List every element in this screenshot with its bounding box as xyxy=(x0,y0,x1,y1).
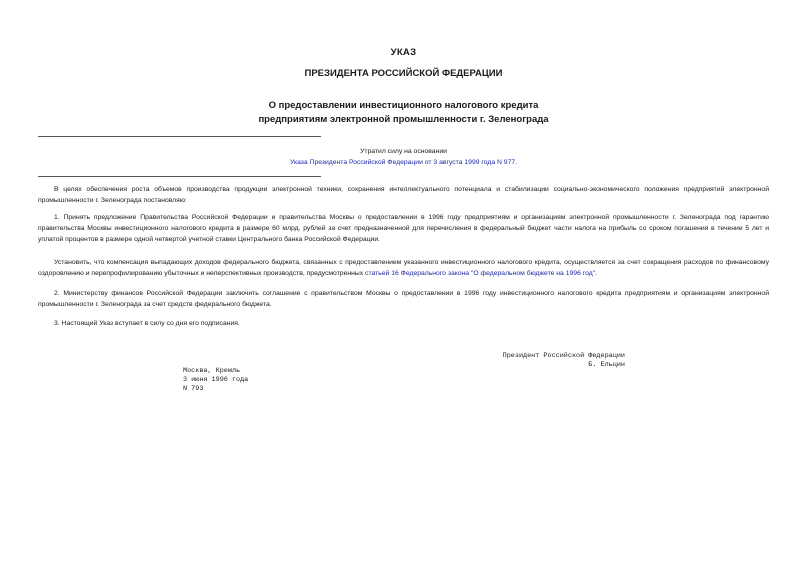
status-note-label: Утратил силу на основании xyxy=(360,148,447,155)
paragraph-compensation-end: . xyxy=(595,269,597,277)
paragraph-item-3: 3. Настоящий Указ вступает в силу со дня его подписания. xyxy=(54,320,240,327)
heading-line-1: О предоставлении инвестиционного налогового кредита xyxy=(268,100,539,111)
divider-top xyxy=(38,136,321,137)
federal-budget-law-link[interactable]: статьей 16 Федерального закона "О федеральном бюджете на 1996 год" xyxy=(365,269,596,277)
document-issuer: ПРЕЗИДЕНТА РОССИЙСКОЙ ФЕДЕРАЦИИ xyxy=(304,68,503,79)
status-note xyxy=(0,157,807,168)
repeal-decree-link[interactable]: Указа Президента Российской Федерации от 3 августа 1999 года N 977 xyxy=(289,159,516,166)
paragraph-preamble: В целях обеспечения роста объемов производства продукции электронной техники, сохранения интеллектуального потенциала и стабилизации социально-экономического положения предприятий электронной промышленности г. Зеленограда постановляю: xyxy=(38,186,769,204)
document-heading xyxy=(0,99,807,127)
paragraph-compensation xyxy=(38,258,769,280)
paragraph-item-1: 1. Принять предложение Правительства Российской Федерации и правительства Москвы о предоставлении в 1996 году предприятиям и организациям электронной промышленности г. Зеленограда под гарантию правительства Москвы инвестиционного налогового кредита в размере 60 млрд. рублей за счет предназначенной для перечисления в федеральный бюджет части налога на прибыль со сроком погашения в течение 5 лет и уплатой процентов в размере одной четвертой учетной ставки Центрального банка Российской Федерации. xyxy=(38,214,769,243)
signature-name: Б. Ельцин xyxy=(588,361,625,369)
divider-bottom xyxy=(38,176,321,177)
place-of-signing: Москва, Кремль xyxy=(183,367,241,375)
decree-number: N 793 xyxy=(183,385,204,393)
status-note-trailing: . xyxy=(515,159,518,166)
document-title: УКАЗ xyxy=(390,47,417,58)
signature-position: Президент Российской Федерации xyxy=(502,352,625,360)
paragraph-compensation-text: Установить, что компенсация выпадающих доходов федерального бюджета, связанных с предоставлением указанного инвестиционного налогового кредита, осуществляется за счет сокращения расходов по финансовому оздоровлению и перепрофилированию убыточных и неперспективных производств, предусмотренных xyxy=(38,259,769,277)
heading-line-2: предприятиям электронной промышленности г. Зеленограда xyxy=(258,114,549,125)
signing-date: 3 июня 1996 года xyxy=(183,376,249,384)
paragraph-item-2: 2. Министерству финансов Российской Федерации заключить соглашение с правительством Москвы о предоставлении в 1996 году инвестиционного налогового кредита предприятиям и организациям электронной промышленности г. Зеленограда за счет средств федерального бюджета. xyxy=(38,290,769,308)
